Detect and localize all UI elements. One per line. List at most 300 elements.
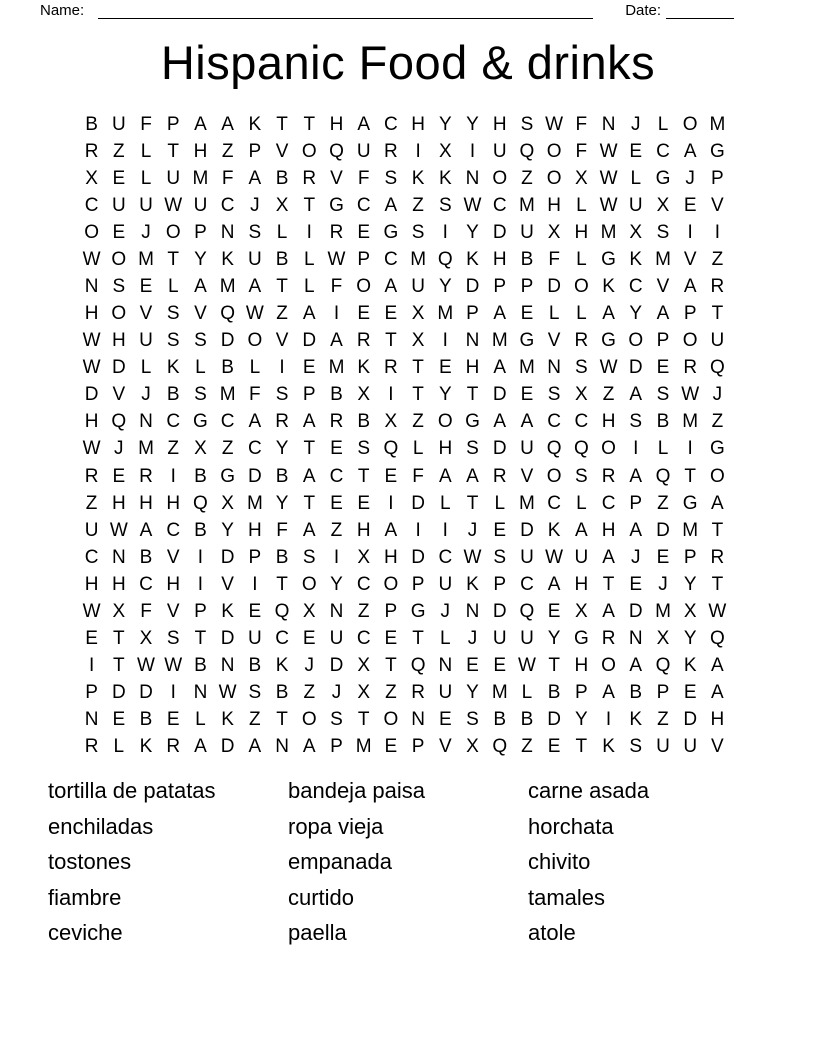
grid-letter: Z xyxy=(711,411,724,433)
grid-letter: F xyxy=(140,113,152,135)
grid-letter: D xyxy=(220,736,235,758)
grid-letter: P xyxy=(493,573,507,595)
grid-letter: B xyxy=(275,546,289,568)
grid-letter: N xyxy=(193,682,208,704)
grid-letter: C xyxy=(166,519,181,541)
grid-letter: D xyxy=(520,519,534,541)
grid-letter: A xyxy=(194,736,207,758)
grid-letter: U xyxy=(438,682,453,704)
grid-letter: F xyxy=(575,140,588,162)
grid-letter: U xyxy=(111,194,126,216)
grid-letter: Y xyxy=(330,573,343,595)
grid-letter: T xyxy=(167,140,180,162)
grid-letter: A xyxy=(711,682,724,704)
grid-letter: Q xyxy=(193,492,208,514)
grid-letter: Z xyxy=(385,682,397,704)
grid-letter: L xyxy=(630,167,642,189)
grid-letter: U xyxy=(710,330,725,352)
grid-letter: K xyxy=(411,167,425,189)
grid-letter: X xyxy=(221,492,234,514)
grid-letter: M xyxy=(355,736,372,758)
grid-letter: V xyxy=(139,303,153,325)
grid-letter: C xyxy=(492,194,507,216)
grid-letter: I xyxy=(170,465,176,487)
grid-letter: I xyxy=(197,573,204,595)
grid-letter: T xyxy=(711,519,724,541)
grid-letter: K xyxy=(629,709,643,731)
grid-letter: U xyxy=(628,194,643,216)
grid-letter: L xyxy=(140,140,152,162)
grid-letter: G xyxy=(655,167,671,189)
grid-letter: L xyxy=(195,709,206,731)
grid-letter: T xyxy=(575,736,588,758)
grid-letter: B xyxy=(275,167,289,189)
grid-letter: I xyxy=(469,140,476,162)
grid-letter: W xyxy=(463,194,482,216)
grid-letter: S xyxy=(547,384,561,406)
grid-letter: H xyxy=(574,221,589,243)
grid-letter: P xyxy=(520,276,534,297)
grid-letter: O xyxy=(383,709,399,731)
grid-letter: Q xyxy=(329,140,344,162)
grid-letter: M xyxy=(519,194,535,216)
grid-letter: M xyxy=(655,600,671,622)
grid-letter: E xyxy=(438,357,452,379)
grid-letter: U xyxy=(139,330,153,352)
grid-letter: O xyxy=(84,221,99,243)
grid-letter: E xyxy=(520,303,534,325)
date-label: Date: xyxy=(625,2,662,19)
grid-letter: A xyxy=(330,330,343,352)
grid-letter: O xyxy=(301,573,317,595)
grid-letter: M xyxy=(437,303,454,325)
grid-letter: F xyxy=(412,465,424,487)
grid-letter: Y xyxy=(275,492,289,514)
grid-letter: T xyxy=(385,330,397,352)
grid-letter: E xyxy=(438,709,452,731)
grid-letter: W xyxy=(545,113,564,135)
grid-letter: O xyxy=(437,411,453,433)
grid-letter: D xyxy=(111,357,126,379)
grid-letter: A xyxy=(602,600,615,622)
grid-letter: I xyxy=(197,546,204,568)
grid-letter: G xyxy=(193,411,208,433)
grid-letter: B xyxy=(275,465,289,487)
grid-letter: O xyxy=(247,330,263,352)
grid-letter: P xyxy=(248,546,262,568)
grid-letter: R xyxy=(329,411,344,433)
grid-letter: E xyxy=(357,303,371,325)
grid-letter: L xyxy=(521,682,533,704)
grid-letter: K xyxy=(547,519,561,541)
grid-letter: B xyxy=(194,519,207,541)
grid-letter: A xyxy=(384,276,398,297)
grid-letter: E xyxy=(629,140,643,162)
grid-letter: R xyxy=(710,276,725,297)
grid-letter: W xyxy=(82,600,101,622)
grid-letter: R xyxy=(492,465,507,487)
grid-letter: Z xyxy=(711,248,724,270)
grid-letter: E xyxy=(85,628,98,650)
grid-letter: L xyxy=(195,357,206,379)
grid-letter: Z xyxy=(657,492,669,514)
grid-letter: A xyxy=(602,303,615,325)
grid-letter: B xyxy=(330,384,343,406)
grid-letter: S xyxy=(166,330,180,352)
grid-letter: K xyxy=(248,113,262,135)
grid-letter: V xyxy=(711,736,724,758)
grid-letter: D xyxy=(411,546,425,568)
grid-letter: N xyxy=(111,546,126,568)
grid-letter: Z xyxy=(85,492,98,514)
grid-letter: S xyxy=(520,113,534,135)
grid-letter: O xyxy=(546,140,562,162)
grid-letter: V xyxy=(112,384,126,406)
grid-letter: R xyxy=(384,140,398,162)
grid-letter: S xyxy=(248,221,262,243)
grid-letter: K xyxy=(466,573,479,595)
word-list-item: paella xyxy=(288,920,347,946)
grid-letter: H xyxy=(166,492,181,514)
grid-letter: C xyxy=(384,248,398,270)
grid-letter: H xyxy=(84,303,99,325)
grid-letter: H xyxy=(111,492,126,514)
grid-letter: D xyxy=(628,357,643,379)
grid-letter: Y xyxy=(194,248,207,270)
grid-letter: A xyxy=(629,384,643,406)
grid-letter: S xyxy=(493,546,507,568)
grid-letter: V xyxy=(438,736,452,758)
grid-letter: L xyxy=(412,438,424,460)
grid-letter: I xyxy=(388,492,394,514)
grid-letter: O xyxy=(301,140,317,162)
grid-letter: I xyxy=(442,330,448,352)
grid-letter: M xyxy=(410,248,427,270)
grid-letter: W xyxy=(517,655,536,677)
grid-letter: W xyxy=(82,357,101,379)
grid-letter: V xyxy=(221,573,234,595)
grid-letter: C xyxy=(247,438,262,460)
grid-letter: D xyxy=(683,709,698,731)
grid-letter: Y xyxy=(466,682,479,704)
grid-letter: L xyxy=(576,492,587,514)
grid-letter: Q xyxy=(519,140,535,162)
grid-letter: O xyxy=(165,221,181,243)
grid-letter: U xyxy=(656,736,670,758)
grid-letter: I xyxy=(252,573,258,595)
grid-letter: A xyxy=(357,113,371,135)
grid-letter: E xyxy=(683,682,697,704)
grid-letter: L xyxy=(494,492,506,514)
grid-letter: L xyxy=(276,221,288,243)
word-list-item: tamales xyxy=(528,884,606,910)
grid-letter: A xyxy=(194,113,207,135)
grid-letter: J xyxy=(712,384,723,406)
grid-letter: R xyxy=(84,736,99,758)
grid-letter: C xyxy=(574,411,589,433)
grid-letter: P xyxy=(656,682,670,704)
grid-letter: E xyxy=(330,438,343,460)
grid-letter: M xyxy=(219,384,236,406)
grid-letter: G xyxy=(519,330,535,352)
grid-letter: Y xyxy=(575,709,588,731)
grid-letter: Q xyxy=(710,357,725,379)
grid-letter: E xyxy=(384,465,398,487)
grid-letter: F xyxy=(575,113,588,135)
grid-letter: V xyxy=(275,140,289,162)
grid-letter: H xyxy=(492,113,507,135)
word-list-item: horchata xyxy=(528,813,614,839)
grid-letter: C xyxy=(220,411,235,433)
grid-letter: E xyxy=(112,465,126,487)
grid-letter: S xyxy=(384,167,398,189)
grid-letter: W xyxy=(164,655,183,677)
grid-letter: V xyxy=(711,194,724,216)
grid-letter: G xyxy=(329,194,344,216)
grid-letter: E xyxy=(493,655,507,677)
grid-letter: K xyxy=(221,709,234,731)
grid-letter: L xyxy=(140,357,152,379)
grid-letter: W xyxy=(82,248,101,270)
grid-letter: C xyxy=(628,276,643,297)
grid-letter: L xyxy=(576,303,587,325)
grid-letter: P xyxy=(194,221,207,243)
grid-letter: U xyxy=(520,438,534,460)
grid-letter: A xyxy=(302,736,316,758)
grid-letter: T xyxy=(276,709,288,731)
grid-letter: V xyxy=(166,600,180,622)
grid-letter: I xyxy=(415,519,421,541)
grid-letter: A xyxy=(438,465,452,487)
grid-letter: R xyxy=(601,465,616,487)
grid-letter: E xyxy=(683,194,697,216)
grid-letter: J xyxy=(141,221,151,243)
grid-letter: I xyxy=(333,303,340,325)
grid-letter: B xyxy=(629,682,643,704)
grid-letter: O xyxy=(111,248,127,270)
word-list-column xyxy=(288,773,425,951)
grid-letter: W xyxy=(327,248,346,270)
grid-letter: E xyxy=(384,736,398,758)
grid-letter: X xyxy=(357,546,371,568)
grid-letter: I xyxy=(170,682,176,704)
grid-letter: P xyxy=(330,736,343,758)
grid-letter: L xyxy=(548,303,560,325)
grid-letter: R xyxy=(384,357,398,379)
grid-letter: D xyxy=(628,600,643,622)
grid-letter: L xyxy=(657,113,669,135)
grid-letter: X xyxy=(302,600,316,622)
grid-letter: C xyxy=(356,194,371,216)
grid-letter: G xyxy=(710,438,725,460)
grid-letter: Q xyxy=(111,411,127,433)
grid-letter: W xyxy=(545,546,564,568)
word-list-column xyxy=(528,773,649,951)
grid-letter: T xyxy=(167,248,180,270)
grid-letter: L xyxy=(303,276,315,297)
grid-letter: U xyxy=(520,546,534,568)
grid-letter: X xyxy=(575,600,588,622)
grid-letter: S xyxy=(166,628,180,650)
grid-letter: O xyxy=(682,113,698,135)
grid-letter: E xyxy=(330,492,343,514)
grid-letter: C xyxy=(329,465,344,487)
grid-letter: A xyxy=(194,276,207,297)
grid-letter: H xyxy=(84,411,99,433)
grid-letter: C xyxy=(356,573,371,595)
grid-letter: P xyxy=(656,330,670,352)
grid-letter: E xyxy=(357,492,371,514)
word-list-item: curtido xyxy=(288,884,355,910)
grid-letter: E xyxy=(493,519,507,541)
grid-letter: R xyxy=(601,628,616,650)
grid-letter: M xyxy=(682,411,699,433)
grid-letter: E xyxy=(357,221,371,243)
grid-letter: Y xyxy=(438,276,452,297)
grid-letter: H xyxy=(193,140,208,162)
grid-letter: C xyxy=(220,194,235,216)
grid-letter: W xyxy=(218,682,237,704)
grid-letter: U xyxy=(139,194,153,216)
grid-letter: M xyxy=(682,519,699,541)
word-list-item: chivito xyxy=(528,849,591,875)
word-list-item: bandeja paisa xyxy=(288,778,426,803)
grid-letter: S xyxy=(438,194,452,216)
grid-letter: Y xyxy=(629,303,643,325)
grid-letter: T xyxy=(602,573,615,595)
grid-letter: X xyxy=(194,438,207,460)
grid-letter: H xyxy=(329,113,344,135)
grid-letter: B xyxy=(85,113,98,135)
grid-letter: T xyxy=(276,573,288,595)
grid-letter: B xyxy=(248,655,262,677)
grid-letter: B xyxy=(275,248,289,270)
grid-letter: U xyxy=(492,140,507,162)
grid-letter: Q xyxy=(492,736,508,758)
grid-letter: X xyxy=(357,384,371,406)
grid-letter: D xyxy=(547,709,561,731)
grid-letter: S xyxy=(466,438,479,460)
grid-letter: A xyxy=(683,140,697,162)
grid-letter: J xyxy=(114,438,124,460)
grid-letter: M xyxy=(655,248,671,270)
grid-letter: R xyxy=(411,682,425,704)
grid-letter: F xyxy=(249,384,261,406)
grid-letter: W xyxy=(463,546,482,568)
grid-letter: W xyxy=(109,519,128,541)
grid-letter: H xyxy=(574,655,589,677)
grid-letter: Z xyxy=(357,600,370,622)
grid-letter: U xyxy=(411,276,425,297)
grid-letter: Z xyxy=(303,682,316,704)
grid-letter: F xyxy=(357,167,370,189)
grid-letter: T xyxy=(113,628,125,650)
grid-letter: H xyxy=(384,546,398,568)
grid-letter: P xyxy=(683,546,697,568)
grid-letter: G xyxy=(220,465,236,487)
word-list-item: enchiladas xyxy=(48,813,154,839)
grid-letter: S xyxy=(248,682,262,704)
grid-letter: X xyxy=(629,221,643,243)
grid-letter: M xyxy=(519,492,535,514)
grid-letter: Y xyxy=(683,628,697,650)
grid-letter: P xyxy=(629,492,643,514)
grid-letter: E xyxy=(384,628,398,650)
grid-letter: M xyxy=(491,330,508,352)
name-blank-line xyxy=(98,2,593,19)
grid-letter: W xyxy=(164,194,183,216)
grid-letter: T xyxy=(357,465,370,487)
grid-letter: A xyxy=(683,276,697,297)
grid-letter: D xyxy=(139,682,153,704)
grid-letter: H xyxy=(465,357,480,379)
grid-letter: X xyxy=(575,167,588,189)
grid-letter: O xyxy=(111,303,127,325)
grid-letter: D xyxy=(220,546,235,568)
grid-letter: S xyxy=(575,465,588,487)
grid-letter: U xyxy=(247,248,262,270)
grid-letter: Y xyxy=(547,628,561,650)
grid-letter: X xyxy=(575,384,588,406)
grid-letter: H xyxy=(111,330,126,352)
grid-letter: D xyxy=(302,330,317,352)
grid-letter: J xyxy=(658,573,668,595)
grid-letter: D xyxy=(492,438,507,460)
grid-letter: X xyxy=(85,167,98,189)
grid-letter: A xyxy=(493,303,507,325)
grid-letter: M xyxy=(491,682,508,704)
grid-letter: P xyxy=(466,303,479,325)
grid-letter: A xyxy=(248,276,262,297)
grid-letter: H xyxy=(574,573,589,595)
grid-letter: R xyxy=(683,357,698,379)
grid-letter: M xyxy=(328,357,345,379)
grid-letter: I xyxy=(388,384,394,406)
grid-letter: A xyxy=(302,465,316,487)
grid-letter: U xyxy=(683,736,698,758)
grid-letter: I xyxy=(279,357,285,379)
grid-letter: N xyxy=(220,655,235,677)
grid-letter: R xyxy=(302,167,317,189)
grid-letter: N xyxy=(547,357,561,379)
grid-letter: S xyxy=(411,221,425,243)
grid-letter: V xyxy=(330,167,343,189)
grid-letter: U xyxy=(84,519,99,541)
grid-letter: E xyxy=(629,573,643,595)
word-list-item: fiambre xyxy=(48,884,122,910)
grid-letter: B xyxy=(520,709,534,731)
grid-letter: C xyxy=(384,113,398,135)
grid-letter: J xyxy=(331,682,342,704)
grid-letter: H xyxy=(601,519,616,541)
grid-letter: U xyxy=(438,573,453,595)
grid-letter: K xyxy=(166,357,180,379)
grid-letter: R xyxy=(275,411,289,433)
name-label: Name: xyxy=(40,2,85,19)
grid-letter: Y xyxy=(466,113,479,135)
grid-letter: P xyxy=(493,276,507,297)
puzzle-title: Hispanic Food & drinks xyxy=(160,36,656,89)
grid-letter: X xyxy=(139,628,153,650)
grid-letter: Y xyxy=(466,221,479,243)
grid-letter: C xyxy=(356,628,371,650)
header-row xyxy=(40,2,746,19)
grid-letter: N xyxy=(628,628,643,650)
grid-letter: H xyxy=(492,248,507,270)
grid-letter: P xyxy=(575,682,588,704)
grid-letter: Q xyxy=(710,628,725,650)
grid-letter: Z xyxy=(412,411,424,433)
